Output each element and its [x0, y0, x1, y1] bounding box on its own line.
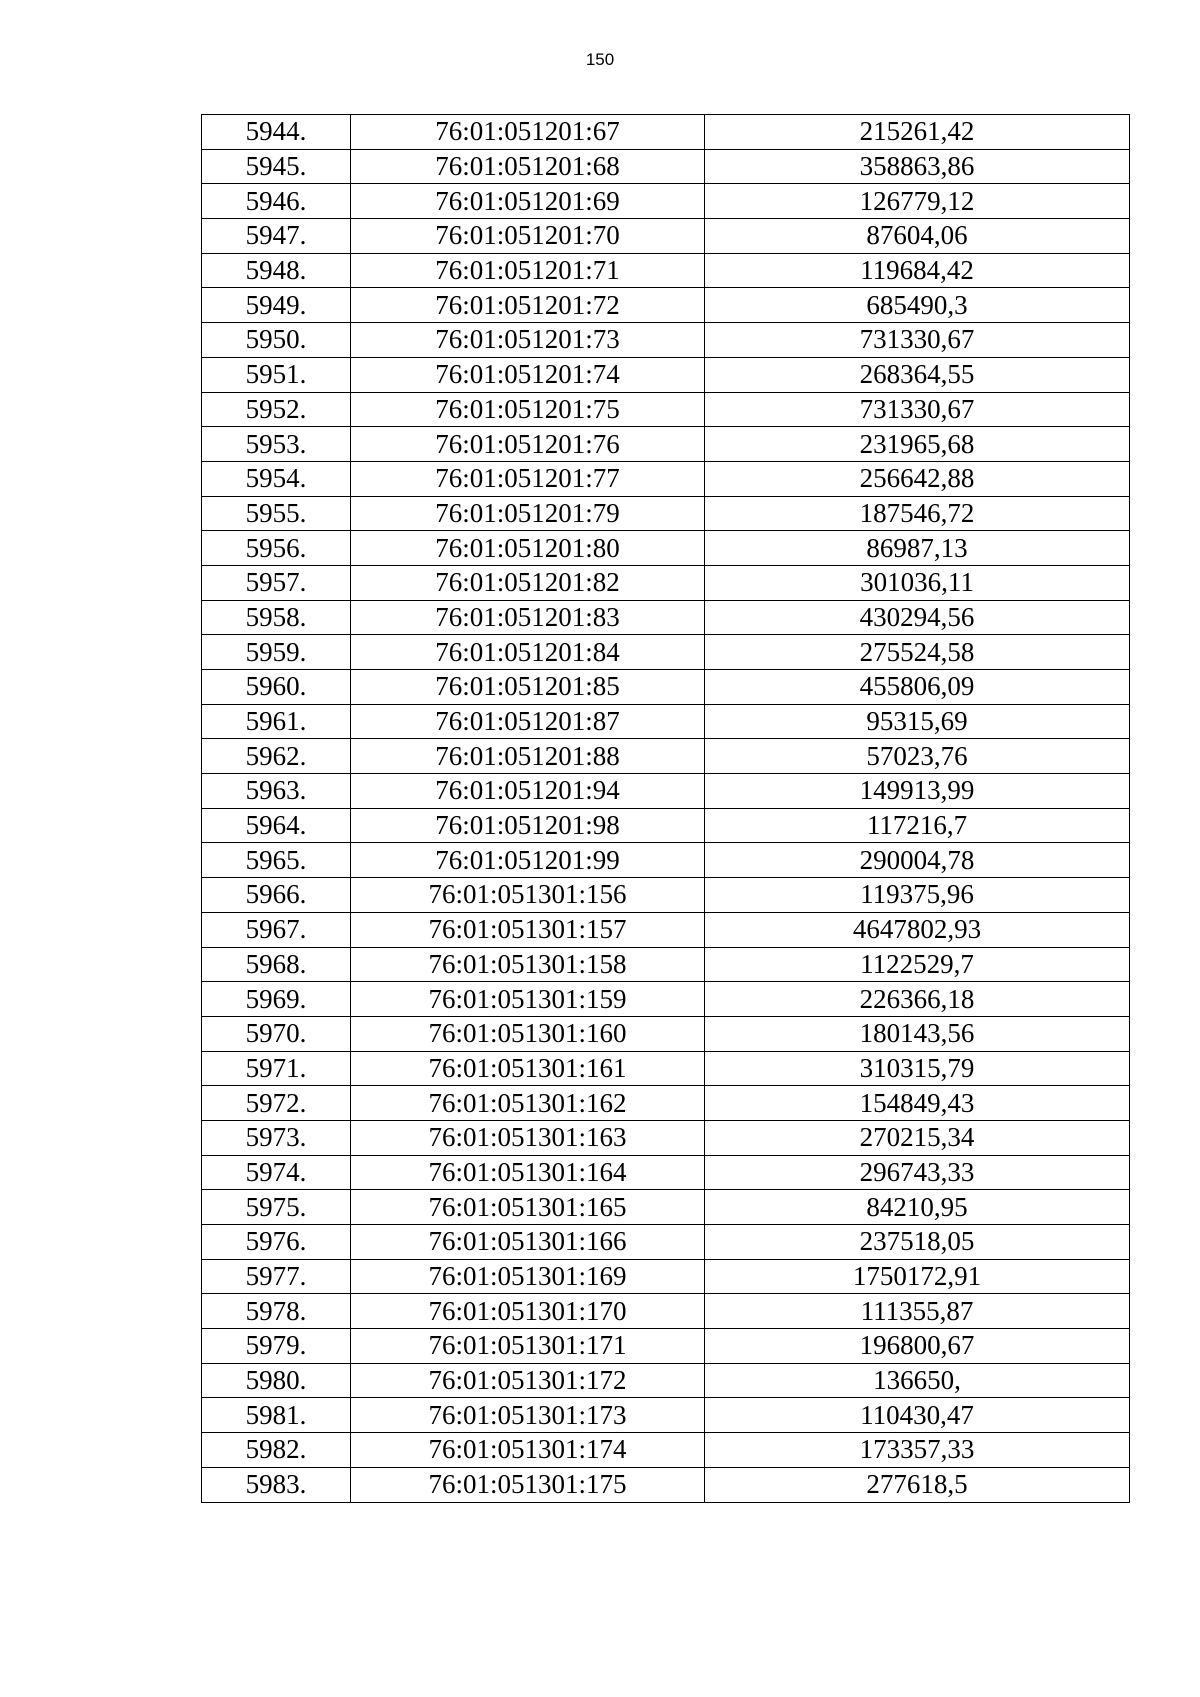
table-row [202, 357, 1130, 392]
row-number-cell: 5983. [202, 1467, 351, 1502]
row-number-cell: 5948. [202, 253, 351, 288]
value-cell: 196800,67 [705, 1329, 1130, 1364]
cadastral-number-cell: 76:01:051201:88 [351, 739, 705, 774]
cadastral-number-cell: 76:01:051301:158 [351, 947, 705, 982]
value-cell: 310315,79 [705, 1051, 1130, 1086]
table-row [202, 496, 1130, 531]
table-row [202, 670, 1130, 705]
cadastral-number-cell: 76:01:051301:175 [351, 1467, 705, 1502]
cadastral-number-cell: 76:01:051201:73 [351, 323, 705, 358]
row-number-cell: 5978. [202, 1294, 351, 1329]
table-row [202, 808, 1130, 843]
cadastral-number-cell: 76:01:051301:170 [351, 1294, 705, 1329]
table-row [202, 1086, 1130, 1121]
row-number-cell: 5975. [202, 1190, 351, 1225]
cadastral-number-cell: 76:01:051201:84 [351, 635, 705, 670]
row-number-cell: 5963. [202, 774, 351, 809]
table-row [202, 1467, 1130, 1502]
row-number-cell: 5958. [202, 600, 351, 635]
table-row [202, 149, 1130, 184]
cadastral-number-cell: 76:01:051201:67 [351, 115, 705, 150]
cadastral-number-cell: 76:01:051301:159 [351, 982, 705, 1017]
row-number-cell: 5977. [202, 1259, 351, 1294]
value-cell: 731330,67 [705, 392, 1130, 427]
row-number-cell: 5947. [202, 219, 351, 254]
cadastral-number-cell: 76:01:051301:162 [351, 1086, 705, 1121]
row-number-cell: 5968. [202, 947, 351, 982]
cadastral-number-cell: 76:01:051301:156 [351, 878, 705, 913]
value-cell: 290004,78 [705, 843, 1130, 878]
row-number-cell: 5961. [202, 704, 351, 739]
table-row [202, 843, 1130, 878]
cadastral-number-cell: 76:01:051301:169 [351, 1259, 705, 1294]
row-number-cell: 5959. [202, 635, 351, 670]
value-cell: 685490,3 [705, 288, 1130, 323]
table-row [202, 635, 1130, 670]
table-row [202, 565, 1130, 600]
table-row [202, 1398, 1130, 1433]
table-row [202, 461, 1130, 496]
row-number-cell: 5944. [202, 115, 351, 150]
table-row [202, 1225, 1130, 1260]
table-row [202, 1016, 1130, 1051]
cadastral-number-cell: 76:01:051301:171 [351, 1329, 705, 1364]
table-row [202, 219, 1130, 254]
row-number-cell: 5955. [202, 496, 351, 531]
table-row [202, 531, 1130, 566]
cadastral-number-cell: 76:01:051201:68 [351, 149, 705, 184]
table-row [202, 323, 1130, 358]
cadastral-number-cell: 76:01:051201:70 [351, 219, 705, 254]
row-number-cell: 5953. [202, 427, 351, 462]
table-row [202, 253, 1130, 288]
value-cell: 95315,69 [705, 704, 1130, 739]
cadastral-number-cell: 76:01:051201:74 [351, 357, 705, 392]
table-row [202, 982, 1130, 1017]
value-cell: 110430,47 [705, 1398, 1130, 1433]
row-number-cell: 5957. [202, 565, 351, 600]
row-number-cell: 5962. [202, 739, 351, 774]
value-cell: 149913,99 [705, 774, 1130, 809]
cadastral-number-cell: 76:01:051301:164 [351, 1155, 705, 1190]
cadastral-number-cell: 76:01:051201:75 [351, 392, 705, 427]
table-row [202, 912, 1130, 947]
row-number-cell: 5960. [202, 670, 351, 705]
value-cell: 1750172,91 [705, 1259, 1130, 1294]
row-number-cell: 5946. [202, 184, 351, 219]
row-number-cell: 5951. [202, 357, 351, 392]
row-number-cell: 5982. [202, 1433, 351, 1468]
cadastral-number-cell: 76:01:051301:161 [351, 1051, 705, 1086]
table-row [202, 115, 1130, 150]
table-row [202, 427, 1130, 462]
value-cell: 275524,58 [705, 635, 1130, 670]
row-number-cell: 5976. [202, 1225, 351, 1260]
row-number-cell: 5981. [202, 1398, 351, 1433]
value-cell: 268364,55 [705, 357, 1130, 392]
value-cell: 126779,12 [705, 184, 1130, 219]
cadastral-number-cell: 76:01:051301:165 [351, 1190, 705, 1225]
cadastral-number-cell: 76:01:051301:172 [351, 1363, 705, 1398]
value-cell: 187546,72 [705, 496, 1130, 531]
row-number-cell: 5952. [202, 392, 351, 427]
value-cell: 296743,33 [705, 1155, 1130, 1190]
cadastral-value-table [201, 114, 1130, 1503]
table-row [202, 1329, 1130, 1364]
cadastral-number-cell: 76:01:051201:99 [351, 843, 705, 878]
row-number-cell: 5969. [202, 982, 351, 1017]
value-cell: 231965,68 [705, 427, 1130, 462]
value-cell: 119684,42 [705, 253, 1130, 288]
value-cell: 111355,87 [705, 1294, 1130, 1329]
table-row [202, 1259, 1130, 1294]
table-row [202, 947, 1130, 982]
table-row [202, 1433, 1130, 1468]
cadastral-number-cell: 76:01:051201:79 [351, 496, 705, 531]
cadastral-number-cell: 76:01:051201:82 [351, 565, 705, 600]
value-cell: 4647802,93 [705, 912, 1130, 947]
cadastral-number-cell: 76:01:051201:80 [351, 531, 705, 566]
row-number-cell: 5970. [202, 1016, 351, 1051]
table-row [202, 704, 1130, 739]
cadastral-number-cell: 76:01:051301:157 [351, 912, 705, 947]
row-number-cell: 5964. [202, 808, 351, 843]
value-cell: 154849,43 [705, 1086, 1130, 1121]
value-cell: 358863,86 [705, 149, 1130, 184]
row-number-cell: 5974. [202, 1155, 351, 1190]
table-row [202, 184, 1130, 219]
cadastral-number-cell: 76:01:051201:87 [351, 704, 705, 739]
cadastral-number-cell: 76:01:051201:94 [351, 774, 705, 809]
cadastral-number-cell: 76:01:051301:166 [351, 1225, 705, 1260]
cadastral-number-cell: 76:01:051301:174 [351, 1433, 705, 1468]
value-cell: 173357,33 [705, 1433, 1130, 1468]
row-number-cell: 5967. [202, 912, 351, 947]
row-number-cell: 5980. [202, 1363, 351, 1398]
cadastral-number-cell: 76:01:051201:85 [351, 670, 705, 705]
table-row [202, 600, 1130, 635]
value-cell: 270215,34 [705, 1120, 1130, 1155]
cadastral-number-cell: 76:01:051201:72 [351, 288, 705, 323]
row-number-cell: 5945. [202, 149, 351, 184]
row-number-cell: 5950. [202, 323, 351, 358]
cadastral-number-cell: 76:01:051301:163 [351, 1120, 705, 1155]
value-cell: 731330,67 [705, 323, 1130, 358]
row-number-cell: 5949. [202, 288, 351, 323]
page-number: 150 [585, 50, 615, 69]
row-number-cell: 5972. [202, 1086, 351, 1121]
value-cell: 1122529,7 [705, 947, 1130, 982]
value-cell: 215261,42 [705, 115, 1130, 150]
table-row [202, 1190, 1130, 1225]
value-cell: 136650, [705, 1363, 1130, 1398]
value-cell: 117216,7 [705, 808, 1130, 843]
row-number-cell: 5979. [202, 1329, 351, 1364]
row-number-cell: 5965. [202, 843, 351, 878]
value-cell: 87604,06 [705, 219, 1130, 254]
table-row [202, 1155, 1130, 1190]
value-cell: 84210,95 [705, 1190, 1130, 1225]
table-row [202, 288, 1130, 323]
row-number-cell: 5956. [202, 531, 351, 566]
value-cell: 455806,09 [705, 670, 1130, 705]
value-cell: 277618,5 [705, 1467, 1130, 1502]
value-cell: 57023,76 [705, 739, 1130, 774]
cadastral-number-cell: 76:01:051201:71 [351, 253, 705, 288]
value-cell: 237518,05 [705, 1225, 1130, 1260]
value-cell: 119375,96 [705, 878, 1130, 913]
value-cell: 256642,88 [705, 461, 1130, 496]
row-number-cell: 5954. [202, 461, 351, 496]
table-body [202, 115, 1130, 1503]
value-cell: 86987,13 [705, 531, 1130, 566]
table-row [202, 392, 1130, 427]
table-row [202, 1363, 1130, 1398]
row-number-cell: 5966. [202, 878, 351, 913]
table-row [202, 1294, 1130, 1329]
table-row [202, 1051, 1130, 1086]
cadastral-number-cell: 76:01:051301:160 [351, 1016, 705, 1051]
value-cell: 301036,11 [705, 565, 1130, 600]
table-row [202, 878, 1130, 913]
table-row [202, 774, 1130, 809]
cadastral-number-cell: 76:01:051201:77 [351, 461, 705, 496]
value-cell: 226366,18 [705, 982, 1130, 1017]
table-row [202, 1120, 1130, 1155]
row-number-cell: 5971. [202, 1051, 351, 1086]
value-cell: 180143,56 [705, 1016, 1130, 1051]
value-cell: 430294,56 [705, 600, 1130, 635]
table-row [202, 739, 1130, 774]
row-number-cell: 5973. [202, 1120, 351, 1155]
cadastral-number-cell: 76:01:051201:98 [351, 808, 705, 843]
cadastral-number-cell: 76:01:051201:83 [351, 600, 705, 635]
cadastral-number-cell: 76:01:051301:173 [351, 1398, 705, 1433]
cadastral-number-cell: 76:01:051201:76 [351, 427, 705, 462]
cadastral-number-cell: 76:01:051201:69 [351, 184, 705, 219]
